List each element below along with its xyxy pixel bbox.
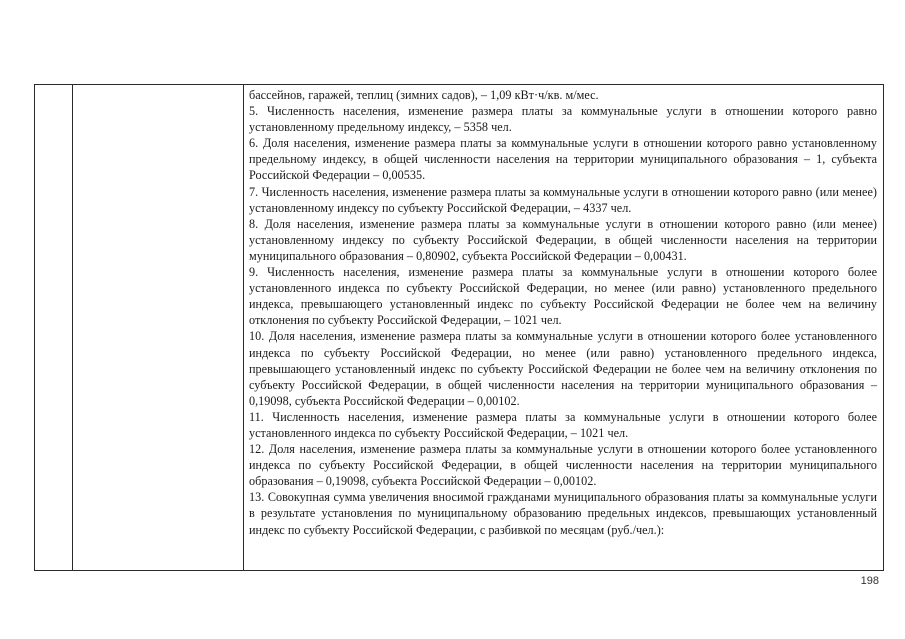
- table-column-name: [73, 85, 244, 570]
- page-number: 198: [860, 575, 879, 587]
- paragraph-item-12: 12. Доля населения, изменение размера платы за коммунальные услуги в отношении которого более установленного индекса по субъекту Российской Федерации, в общей численности населения на территории муниципального образования – 0,19098, субъекта Российской Федерации – 0,00102.: [249, 442, 877, 489]
- table-column-number: [35, 85, 73, 570]
- table-column-content: [244, 85, 883, 570]
- paragraph-continuation: бассейнов, гаражей, теплиц (зимних садов), – 1,09 кВт·ч/кв. м/мес.: [249, 88, 599, 102]
- paragraph-item-10: 10. Доля населения, изменение размера платы за коммунальные услуги в отношении которого более установленного индекса по субъекту Российской Федерации, но менее (или равно) установленного предельного индекса, превышающего установленный индекс по субъекту Российской Федерации не более чем на величину отклонения по субъекту Российской Федерации, в общей численности населения на территории муниципального образования – 0,19098, субъекта Российской Федерации – 0,00102.: [249, 329, 877, 408]
- paragraph-item-11: 11. Численность населения, изменение размера платы за коммунальные услуги в отношении которого более установленного индекса по субъекту Российской Федерации, – 1021 чел.: [249, 409, 877, 440]
- paragraph-item-13: 13. Совокупная сумма увеличения вносимой гражданами муниципального образования платы за коммунальные услуги в результате установления по муниципальному образованию предельных индексов, превышающих установленный индекс по субъекту Российской Федерации, с разбивкой по месяцам (руб./чел.):: [249, 490, 877, 537]
- paragraph-item-5: 5. Численность населения, изменение размера платы за коммунальные услуги в отношении которого равно установленному предельному индексу, – 5358 чел.: [249, 104, 877, 135]
- paragraph-item-8: 8. Доля населения, изменение размера платы за коммунальные услуги в отношении которого равно (или менее) установленному индексу по субъекту Российской Федерации, в общей численности населения на территории муниципального образования – 0,80902, субъекта Российской Федерации – 0,00431.: [249, 216, 877, 263]
- paragraph-item-6: 6. Доля населения, изменение размера платы за коммунальные услуги в отношении которого равно установленному предельному индексу, в общей численности населения на территории муниципального образования – 1, субъекта Российской Федерации – 0,00535.: [249, 136, 877, 183]
- paragraph-item-9: 9. Численность населения, изменение размера платы за коммунальные услуги в отношении которого более установленного индекса по субъекту Российской Федерации, но менее (или равно) установленного предельного индекса, превышающего установленный индекс по субъекту Российской Федерации не более чем на величину отклонения по субъекту Российской Федерации, – 1021 чел.: [249, 265, 877, 328]
- paragraph-item-7: 7. Численность населения, изменение размера платы за коммунальные услуги в отношении которого равно (или менее) установленному индексу по субъекту Российской Федерации, – 4337 чел.: [249, 184, 877, 215]
- document-table: [34, 84, 884, 571]
